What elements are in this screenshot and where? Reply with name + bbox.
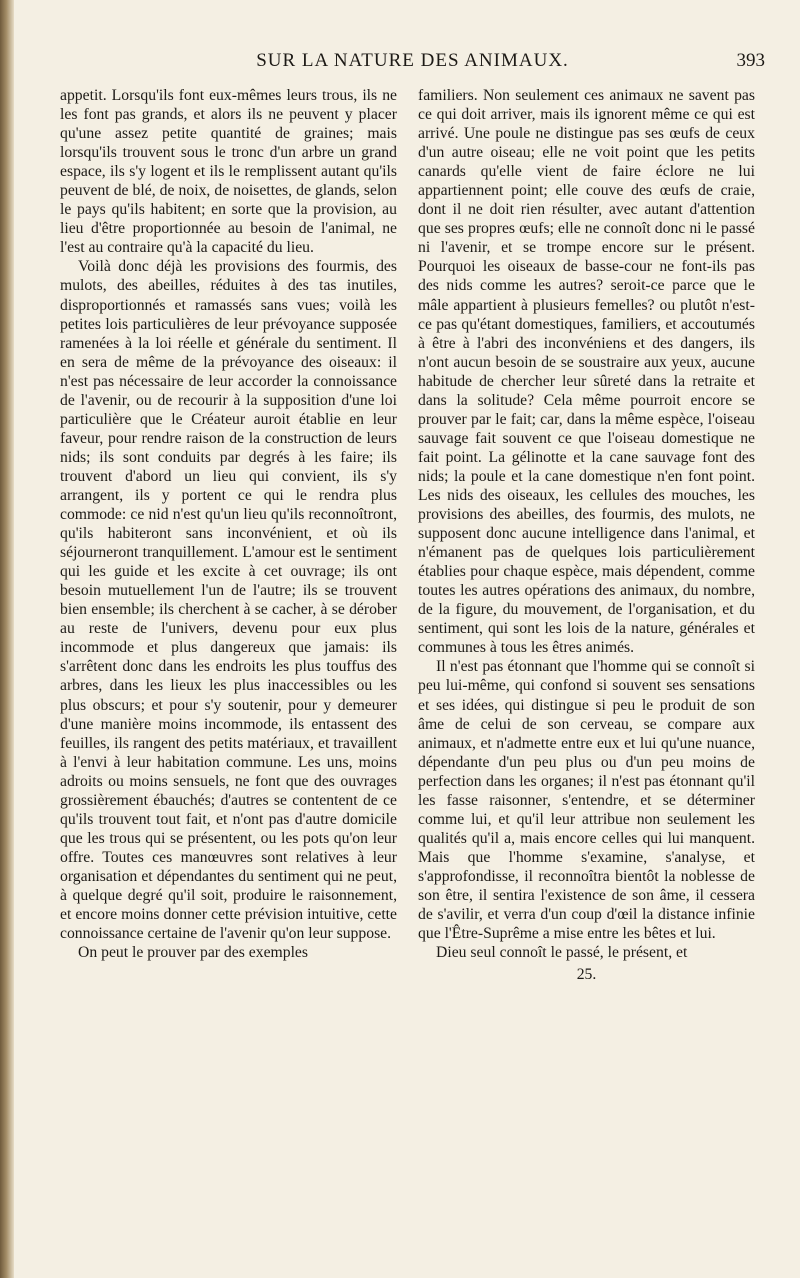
right-paragraph-3: Dieu seul connoît le passé, le présent, et: [436, 944, 688, 962]
left-paragraph-3: On peut le prouver par des exemples: [78, 944, 309, 962]
right-paragraph-2: Il n'est pas étonnant que l'homme qui se connoît si peu lui-même, qui confond si souvent ses sensations et ses idées, qui distingue si peu le produit de son âme de celui de son cerveau, se compare aux animaux, et n'admette entre eux et lui qu'une nuance, dépendante d'un peu plus ou d'un peu moins de perfection dans les organes; il n'est pas étonnant qu'il les fasse raisonner, s'entendre, et se déterminer comme lui, et qu'il leur attribue non seulement les qualités qu'il a, mais encore celles qui lui manquent. Mais que l'homme s'examine, s'analyse, et s'approfondisse, il reconnoîtra bientôt la noblesse de son être, il sentira l'existence de son âme, il cessera de s'avilir, et verra d'un coup d'œil la distance infinie que l'Être-Suprême a mise entre les bêtes et lui.: [418, 658, 755, 943]
signature-mark: 25.: [576, 966, 597, 984]
book-binding-shadow: [0, 0, 14, 1278]
page-number: 393: [736, 50, 765, 71]
right-paragraph-1: familiers. Non seulement ces animaux ne savent pas ce qui doit arriver, mais ils ignorent même ce qui est arrivé. Une poule ne distingue pas ses œufs de ceux d'un autre oiseau; elle ne voit point que les petits canards qu'elle vient de faire éclore ne lui appartiennent point; elle couve des œufs de craie, dont il ne doit rien résulter, avec autant d'attention que ses propres œufs; elle ne connoît donc ni le passé ni l'avenir, et se trompe encore sur le présent. Pourquoi les oiseaux de basse-cour ne font-ils pas des nids comme les autres? seroit-ce parce que le mâle appartient à plusieurs femelles? ou plutôt n'est-ce pas qu'étant domestiques, familiers, et accoutumés à être à l'abri des inconvéniens et des dangers, ils n'ont aucun besoin de se soustraire aux yeux, aucune habitude de chercher leur sûreté dans la retraite et dans la solitude? Cela même pourroit encore se prouver par le fait; car, dans la même espèce, l'oiseau sauvage fait souvent ce que l'oiseau domestique ne fait point. La gélinotte et la cane sauvage font des nids; la poule et la cane domestique n'en font point. Les nids des oiseaux, les cellules des mouches, les provisions des abeilles, des fourmis, des mulots, ne supposent donc aucune intelligence dans l'animal, et n'émanent pas de quelques lois particulièrement établies pour chaque espèce, mais dépendent, comme toutes les autres opérations des animaux, du nombre, de la figure, du mouvement, de l'organisation, et du sentiment, qui sont les lois de la nature, générales et communes à tous les êtres animés.: [418, 87, 755, 657]
left-column: [60, 86, 397, 962]
left-paragraph-2: Voilà donc déjà les provisions des fourmis, des mulots, des abeilles, réduites à des tas inutiles, disproportionnés et ramassés sans vues; voilà les petites lois particulières de leur prévoyance supposée ramenées à la loi réelle et générale du sentiment. Il en sera de même de la prévoyance des oiseaux: il n'est pas nécessaire de leur accorder la connoissance de l'avenir, ou de recourir à la supposition d'une loi particulière que le Créateur auroit établie en leur faveur, pour rendre raison de la construction de leurs nids; ils sont conduits par degrés à les faire; ils trouvent d'abord un lieu qui convient, ils s'y arrangent, ils y portent ce qui le rendra plus commode: ce nid n'est qu'un lieu qu'ils reconnoîtront, qu'ils habiteront sans inconvénient, et où ils séjourneront tranquillement. L'amour est le sentiment qui les guide et les excite à cet ouvrage; ils ont besoin mutuellement l'un de l'autre; ils se trouvent bien ensemble; ils cherchent à se cacher, à se dérober au reste de l'univers, devenu pour eux plus incommode et plus dangereux que jamais: ils s'arrêtent donc dans les endroits les plus touffus des arbres, dans les lieux les plus inaccessibles ou les plus obscurs; et pour s'y soutenir, pour y demeurer d'une manière moins incommode, ils entassent des feuilles, ils rangent des petits matériaux, et travaillent à l'envi à leur habitation commune. Les uns, moins adroits ou moins sensuels, ne font que des ouvrages grossièrement ébauchés; d'autres se contentent de ce qu'ils trouvent tout fait, et n'ont pas d'autre domicile que les trous qui se présentent, ou les pots qu'on leur offre. Toutes ces manœuvres sont relatives à leur organisation et dépendantes du sentiment qui ne peut, à quelque degré qu'il soit, produire le raisonnement, et encore moins donner cette prévision intuitive, cette connoissance certaine de l'avenir qu'on leur suppose.: [60, 258, 397, 943]
left-paragraph-1: appetit. Lorsqu'ils font eux-mêmes leurs trous, ils ne les font pas grands, et alors ils ne peuvent y placer qu'une assez petite quantité de graines; mais lorsqu'ils trouvent sous le tronc d'un arbre un grand espace, ils s'y logent et ils le remplissent autant qu'ils peuvent de blé, de noix, de noisettes, de glands, selon le pays qu'ils habitent; en sorte que la provision, au lieu d'être proportionnée au besoin de l'animal, ne l'est au contraire qu'à la capacité du lieu.: [60, 87, 397, 257]
page-header: [60, 50, 765, 78]
right-column: [418, 86, 755, 984]
running-title: SUR LA NATURE DES ANIMAUX.: [256, 50, 569, 71]
